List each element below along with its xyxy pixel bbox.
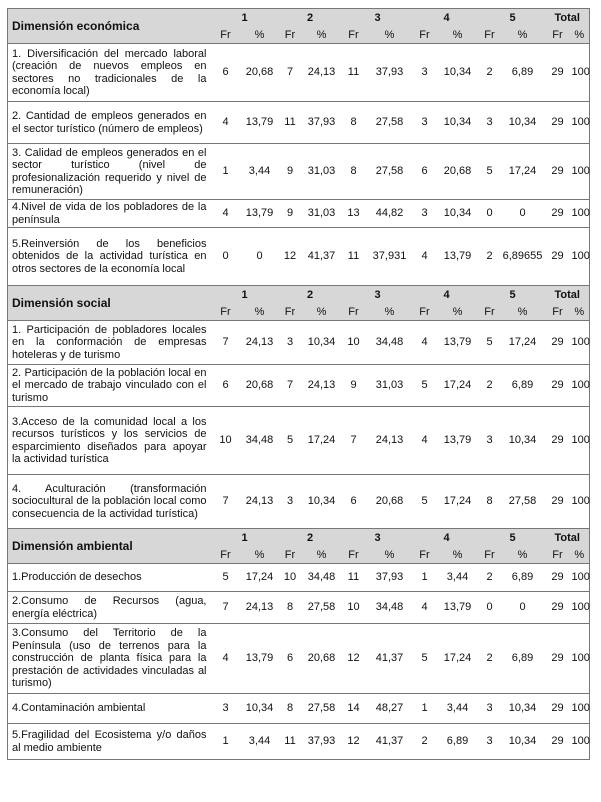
pct-cell: 27,58 — [500, 475, 546, 529]
pct-cell: 100 — [570, 102, 590, 144]
fr-cell: 1 — [211, 144, 241, 200]
pct-cell: 100 — [570, 228, 590, 286]
pct-header: % — [241, 27, 279, 44]
column-header: Total — [546, 9, 590, 28]
fr-header: Fr — [342, 304, 366, 321]
fr-header: Fr — [546, 547, 570, 564]
table-row — [8, 564, 590, 592]
fr-cell: 7 — [279, 365, 302, 407]
fr-header: Fr — [279, 27, 302, 44]
fr-header: Fr — [211, 304, 241, 321]
section-header-row — [8, 529, 590, 548]
pct-cell: 17,24 — [436, 624, 480, 694]
fr-cell: 29 — [546, 564, 570, 592]
pct-cell: 37,93 — [366, 564, 414, 592]
pct-cell: 20,68 — [241, 365, 279, 407]
fr-cell: 4 — [211, 200, 241, 228]
pct-cell: 100 — [570, 407, 590, 475]
pct-cell: 17,24 — [500, 144, 546, 200]
fr-cell: 2 — [480, 564, 500, 592]
fr-cell: 12 — [279, 228, 302, 286]
column-header: 2 — [279, 529, 342, 548]
fr-cell: 9 — [342, 365, 366, 407]
fr-cell: 9 — [279, 200, 302, 228]
pct-cell: 24,13 — [241, 592, 279, 624]
fr-cell: 4 — [414, 407, 436, 475]
pct-cell: 20,68 — [436, 144, 480, 200]
table-row — [8, 694, 590, 724]
pct-header: % — [302, 27, 342, 44]
pct-cell: 10,34 — [500, 407, 546, 475]
fr-cell: 7 — [211, 475, 241, 529]
pct-cell: 10,34 — [500, 102, 546, 144]
results-table — [7, 8, 590, 760]
row-label: 2.Consumo de Recursos (agua, energía eléctrica) — [8, 592, 211, 624]
pct-cell: 17,24 — [436, 365, 480, 407]
pct-header: % — [241, 547, 279, 564]
fr-cell: 3 — [279, 321, 302, 365]
table-row — [8, 624, 590, 694]
fr-cell: 29 — [546, 102, 570, 144]
pct-cell: 34,48 — [366, 321, 414, 365]
pct-cell: 13,79 — [241, 200, 279, 228]
pct-header: % — [500, 547, 546, 564]
row-label: 3.Consumo del Territorio de la Península (uso de terrenos para la construcción de planta física para la prestación de actividades vinculadas al turismo) — [8, 624, 211, 694]
pct-cell: 20,68 — [302, 624, 342, 694]
pct-header: % — [436, 304, 480, 321]
pct-cell: 10,34 — [436, 102, 480, 144]
pct-cell: 6,89 — [500, 624, 546, 694]
fr-cell: 10 — [342, 592, 366, 624]
pct-cell: 17,24 — [241, 564, 279, 592]
pct-cell: 6,89 — [500, 44, 546, 102]
column-header: 2 — [279, 286, 342, 305]
fr-cell: 6 — [342, 475, 366, 529]
pct-cell: 3,44 — [436, 694, 480, 724]
fr-cell: 10 — [211, 407, 241, 475]
fr-cell: 29 — [546, 44, 570, 102]
pct-cell: 31,03 — [366, 365, 414, 407]
pct-cell: 10,34 — [500, 694, 546, 724]
fr-cell: 11 — [279, 102, 302, 144]
fr-cell: 0 — [480, 200, 500, 228]
pct-header: % — [366, 547, 414, 564]
table-row — [8, 200, 590, 228]
fr-cell: 7 — [342, 407, 366, 475]
pct-cell: 100 — [570, 44, 590, 102]
fr-cell: 5 — [480, 321, 500, 365]
pct-cell: 100 — [570, 694, 590, 724]
table-row — [8, 724, 590, 760]
pct-header: % — [302, 547, 342, 564]
pct-cell: 27,58 — [366, 144, 414, 200]
table-row — [8, 407, 590, 475]
pct-cell: 13,79 — [436, 407, 480, 475]
fr-cell: 6 — [414, 144, 436, 200]
fr-cell: 8 — [342, 102, 366, 144]
pct-cell: 24,13 — [302, 44, 342, 102]
pct-cell: 100 — [570, 624, 590, 694]
fr-header: Fr — [211, 547, 241, 564]
pct-header: % — [570, 547, 590, 564]
fr-cell: 1 — [414, 694, 436, 724]
pct-header: % — [241, 304, 279, 321]
pct-cell: 20,68 — [241, 44, 279, 102]
pct-cell: 100 — [570, 475, 590, 529]
pct-cell: 44,82 — [366, 200, 414, 228]
column-header: 4 — [414, 9, 480, 28]
pct-cell: 100 — [570, 200, 590, 228]
row-label: 3. Calidad de empleos generados en el sector turístico (nivel de profesionalización requerido y nivel de remuneración) — [8, 144, 211, 200]
fr-cell: 4 — [414, 321, 436, 365]
fr-cell: 7 — [279, 44, 302, 102]
fr-cell: 5 — [414, 624, 436, 694]
fr-cell: 2 — [480, 365, 500, 407]
pct-header: % — [570, 304, 590, 321]
row-label: 5.Reinversión de los beneficios obtenidos de la actividad turística en otros sectores de la economía local — [8, 228, 211, 286]
pct-cell: 100 — [570, 144, 590, 200]
pct-cell: 17,24 — [302, 407, 342, 475]
pct-cell: 27,58 — [302, 694, 342, 724]
fr-cell: 11 — [279, 724, 302, 760]
fr-cell: 12 — [342, 724, 366, 760]
pct-cell: 24,13 — [366, 407, 414, 475]
fr-cell: 29 — [546, 228, 570, 286]
pct-cell: 17,24 — [500, 321, 546, 365]
pct-cell: 13,79 — [436, 592, 480, 624]
row-label: 4.Nivel de vida de los pobladores de la península — [8, 200, 211, 228]
table-row — [8, 144, 590, 200]
pct-cell: 3,44 — [241, 144, 279, 200]
fr-header: Fr — [480, 304, 500, 321]
column-header: 1 — [211, 286, 279, 305]
fr-header: Fr — [546, 27, 570, 44]
pct-cell: 13,79 — [436, 321, 480, 365]
fr-cell: 2 — [480, 44, 500, 102]
fr-cell: 8 — [480, 475, 500, 529]
fr-header: Fr — [414, 304, 436, 321]
fr-cell: 10 — [342, 321, 366, 365]
table-row — [8, 321, 590, 365]
fr-cell: 4 — [211, 102, 241, 144]
fr-cell: 3 — [414, 44, 436, 102]
fr-header: Fr — [414, 27, 436, 44]
fr-cell: 3 — [211, 694, 241, 724]
table-row — [8, 592, 590, 624]
fr-header: Fr — [480, 547, 500, 564]
fr-cell: 29 — [546, 407, 570, 475]
row-label: 5.Fragilidad del Ecosistema y/o daños al medio ambiente — [8, 724, 211, 760]
fr-cell: 3 — [480, 724, 500, 760]
column-header: 2 — [279, 9, 342, 28]
fr-cell: 9 — [279, 144, 302, 200]
pct-cell: 6,89 — [500, 564, 546, 592]
pct-cell: 10,34 — [241, 694, 279, 724]
table-row — [8, 44, 590, 102]
column-header: 3 — [342, 286, 414, 305]
table-row — [8, 365, 590, 407]
pct-header: % — [366, 27, 414, 44]
fr-header: Fr — [546, 304, 570, 321]
pct-cell: 6,89 — [500, 365, 546, 407]
pct-header: % — [500, 304, 546, 321]
fr-cell: 29 — [546, 144, 570, 200]
fr-cell: 2 — [480, 228, 500, 286]
pct-cell: 13,79 — [241, 624, 279, 694]
pct-cell: 34,48 — [302, 564, 342, 592]
pct-cell: 20,68 — [366, 475, 414, 529]
section-header-row — [8, 286, 590, 305]
row-label: 4. Aculturación (transformación sociocultural de la población local como consecuencia de la actividad turística) — [8, 475, 211, 529]
fr-cell: 7 — [211, 592, 241, 624]
table-row — [8, 475, 590, 529]
row-label: 1.Producción de desechos — [8, 564, 211, 592]
pct-cell: 6,89655 — [500, 228, 546, 286]
row-label: 1. Participación de pobladores locales en la conformación de empresas hoteleras y de turismo — [8, 321, 211, 365]
fr-cell: 8 — [279, 592, 302, 624]
fr-cell: 0 — [211, 228, 241, 286]
fr-cell: 2 — [414, 724, 436, 760]
pct-header: % — [436, 547, 480, 564]
pct-cell: 24,13 — [241, 475, 279, 529]
fr-cell: 7 — [211, 321, 241, 365]
fr-cell: 3 — [279, 475, 302, 529]
pct-header: % — [570, 27, 590, 44]
fr-cell: 3 — [414, 200, 436, 228]
fr-cell: 5 — [279, 407, 302, 475]
pct-cell: 24,13 — [302, 365, 342, 407]
fr-cell: 5 — [414, 475, 436, 529]
column-header: 3 — [342, 529, 414, 548]
pct-cell: 0 — [500, 200, 546, 228]
column-header: 5 — [480, 529, 546, 548]
pct-cell: 10,34 — [436, 44, 480, 102]
fr-cell: 5 — [211, 564, 241, 592]
section-title: Dimensión económica — [8, 9, 211, 44]
fr-cell: 4 — [414, 592, 436, 624]
fr-cell: 6 — [211, 365, 241, 407]
column-header: 1 — [211, 9, 279, 28]
fr-cell: 11 — [342, 564, 366, 592]
fr-cell: 12 — [342, 624, 366, 694]
row-label: 2. Cantidad de empleos generados en el sector turístico (número de empleos) — [8, 102, 211, 144]
fr-cell: 29 — [546, 321, 570, 365]
pct-header: % — [302, 304, 342, 321]
fr-cell: 4 — [414, 228, 436, 286]
column-header: Total — [546, 529, 590, 548]
fr-cell: 2 — [480, 624, 500, 694]
fr-cell: 8 — [279, 694, 302, 724]
fr-cell: 0 — [480, 592, 500, 624]
row-label: 1. Diversificación del mercado laboral (creación de nuevos empleos en sectores no tradicionales de la economía local) — [8, 44, 211, 102]
fr-cell: 11 — [342, 44, 366, 102]
section-title: Dimensión ambiental — [8, 529, 211, 564]
pct-cell: 10,34 — [302, 321, 342, 365]
pct-cell: 27,58 — [366, 102, 414, 144]
fr-cell: 6 — [279, 624, 302, 694]
pct-cell: 10,34 — [500, 724, 546, 760]
fr-header: Fr — [480, 27, 500, 44]
table-row — [8, 102, 590, 144]
pct-cell: 100 — [570, 592, 590, 624]
pct-cell: 17,24 — [436, 475, 480, 529]
pct-cell: 0 — [241, 228, 279, 286]
pct-cell: 100 — [570, 365, 590, 407]
fr-cell: 3 — [480, 407, 500, 475]
row-label: 4.Contaminación ambiental — [8, 694, 211, 724]
fr-cell: 10 — [279, 564, 302, 592]
fr-cell: 29 — [546, 724, 570, 760]
column-header: 5 — [480, 9, 546, 28]
pct-cell: 13,79 — [436, 228, 480, 286]
column-header: 4 — [414, 286, 480, 305]
row-label: 3.Acceso de la comunidad local a los recursos turísticos y los servicios de esparcimiento diseñados para apoyar la actividad turística — [8, 407, 211, 475]
pct-cell: 100 — [570, 321, 590, 365]
pct-header: % — [500, 27, 546, 44]
pct-cell: 41,37 — [366, 624, 414, 694]
pct-cell: 13,79 — [241, 102, 279, 144]
fr-cell: 8 — [342, 144, 366, 200]
fr-header: Fr — [342, 27, 366, 44]
column-header: 5 — [480, 286, 546, 305]
section-title: Dimensión social — [8, 286, 211, 321]
fr-cell: 5 — [480, 144, 500, 200]
fr-cell: 29 — [546, 365, 570, 407]
fr-cell: 29 — [546, 475, 570, 529]
pct-cell: 37,93 — [366, 44, 414, 102]
column-header: Total — [546, 286, 590, 305]
table-row — [8, 228, 590, 286]
fr-header: Fr — [342, 547, 366, 564]
fr-cell: 4 — [211, 624, 241, 694]
pct-cell: 10,34 — [302, 475, 342, 529]
pct-cell: 6,89 — [436, 724, 480, 760]
fr-cell: 29 — [546, 592, 570, 624]
pct-cell: 48,27 — [366, 694, 414, 724]
pct-header: % — [436, 27, 480, 44]
fr-cell: 6 — [211, 44, 241, 102]
pct-cell: 10,34 — [436, 200, 480, 228]
pct-cell: 24,13 — [241, 321, 279, 365]
pct-cell: 37,93 — [302, 724, 342, 760]
pct-cell: 31,03 — [302, 144, 342, 200]
fr-header: Fr — [211, 27, 241, 44]
pct-cell: 41,37 — [366, 724, 414, 760]
pct-cell: 31,03 — [302, 200, 342, 228]
fr-cell: 13 — [342, 200, 366, 228]
fr-header: Fr — [279, 547, 302, 564]
pct-header: % — [366, 304, 414, 321]
fr-cell: 5 — [414, 365, 436, 407]
pct-cell: 34,48 — [366, 592, 414, 624]
pct-cell: 3,44 — [241, 724, 279, 760]
column-header: 1 — [211, 529, 279, 548]
pct-cell: 37,93 — [302, 102, 342, 144]
fr-cell: 29 — [546, 200, 570, 228]
fr-cell: 29 — [546, 624, 570, 694]
pct-cell: 34,48 — [241, 407, 279, 475]
fr-cell: 29 — [546, 694, 570, 724]
pct-cell: 100 — [570, 724, 590, 760]
fr-cell: 3 — [480, 694, 500, 724]
column-header: 3 — [342, 9, 414, 28]
column-header: 4 — [414, 529, 480, 548]
fr-cell: 3 — [414, 102, 436, 144]
fr-header: Fr — [414, 547, 436, 564]
fr-cell: 11 — [342, 228, 366, 286]
pct-cell: 41,37 — [302, 228, 342, 286]
section-header-row — [8, 9, 590, 28]
pct-cell: 27,58 — [302, 592, 342, 624]
fr-cell: 1 — [211, 724, 241, 760]
fr-cell: 14 — [342, 694, 366, 724]
fr-header: Fr — [279, 304, 302, 321]
fr-cell: 1 — [414, 564, 436, 592]
pct-cell: 0 — [500, 592, 546, 624]
pct-cell: 100 — [570, 564, 590, 592]
row-label: 2. Participación de la población local en el mercado de trabajo vinculado con el turismo — [8, 365, 211, 407]
fr-cell: 3 — [480, 102, 500, 144]
pct-cell: 37,931 — [366, 228, 414, 286]
pct-cell: 3,44 — [436, 564, 480, 592]
